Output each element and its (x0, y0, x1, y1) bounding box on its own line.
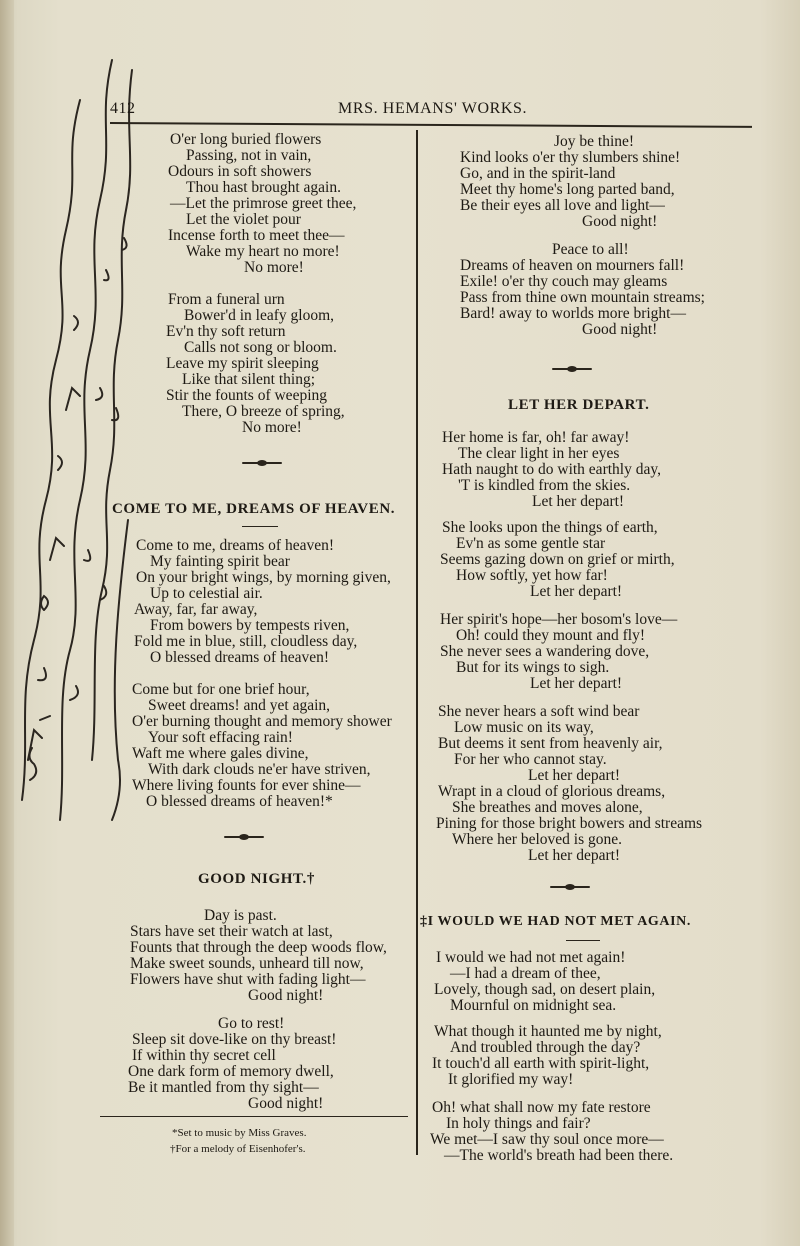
verse-line: 'T is kindled from the skies. (458, 477, 631, 494)
footnote-rule (100, 1116, 408, 1117)
verse-line: Be their eyes all love and light— (460, 197, 665, 214)
verse-line: Come to me, dreams of heaven! (136, 537, 334, 554)
verse-line: From bowers by tempests riven, (150, 617, 350, 634)
verse-line: Let the violet pour (186, 211, 301, 228)
verse-line: From a funeral urn (168, 291, 285, 308)
verse-line: Like that silent thing; (182, 371, 316, 388)
footnote: *Set to music by Miss Graves. (172, 1127, 307, 1139)
verse-line: Founts that through the deep woods flow, (130, 939, 387, 956)
verse-line: Go, and in the spirit-land (460, 165, 616, 182)
verse-line: Pining for those bright bowers and streams (436, 815, 703, 832)
verse-line: —Let the primrose greet thee, (170, 195, 357, 212)
verse-line: Go to rest! (218, 1015, 285, 1032)
verse-line: Bard! away to worlds more bright— (460, 305, 686, 322)
verse-line: Wake my heart no more! (186, 243, 340, 260)
verse-line: It touch'd all earth with spirit-light, (432, 1055, 650, 1072)
verse-line: Her home is far, oh! far away! (442, 429, 630, 446)
verse-line: Waft me where gales divine, (132, 745, 309, 762)
verse-line: Exile! o'er thy couch may gleams (460, 273, 668, 290)
verse-line: Wrapt in a cloud of glorious dreams, (438, 783, 666, 800)
verse-line: Let her depart! (532, 493, 625, 510)
verse-line: Bower'd in leafy gloom, (184, 307, 335, 324)
verse-line: —I had a dream of thee, (450, 965, 601, 982)
verse-line: No more! (244, 259, 304, 276)
verse-line: She never sees a wandering dove, (440, 643, 650, 660)
verse-line: Ev'n thy soft return (166, 323, 286, 340)
verse-line: How softly, yet how far! (456, 567, 608, 584)
section-ornament (242, 460, 282, 466)
verse-line: Good night! (248, 1095, 324, 1112)
verse-line: In holy things and fair? (446, 1115, 591, 1132)
verse-line: Lovely, though sad, on desert plain, (434, 981, 656, 998)
verse-line: Up to celestial air. (150, 585, 263, 602)
verse-line: What though it haunted me by night, (434, 1023, 662, 1040)
verse-line: Peace to all! (552, 241, 629, 258)
verse-line: Kind looks o'er thy slumbers shine! (460, 149, 681, 166)
poem-title: GOOD NIGHT.† (198, 871, 315, 887)
verse-line: My fainting spirit bear (150, 553, 290, 570)
verse-line: Make sweet sounds, unheard till now, (130, 955, 364, 972)
verse-line: Joy be thine! (554, 133, 635, 150)
section-ornament (552, 366, 592, 372)
column-divider (416, 130, 418, 1155)
running-header (110, 96, 750, 124)
verse-line: Day is past. (204, 907, 277, 924)
verse-line: Good night! (582, 321, 658, 338)
verse-line: There, O breeze of spring, (182, 403, 345, 420)
verse-line: Oh! what shall now my fate restore (432, 1099, 651, 1116)
page-number: 412 (110, 100, 136, 117)
section-ornament (224, 834, 264, 840)
verse-line: Meet thy home's long parted band, (460, 181, 675, 198)
verse-line: —The world's breath had been there. (444, 1147, 674, 1164)
verse-line: Stir the founts of weeping (166, 387, 328, 404)
title-rule (242, 526, 278, 527)
verse-line: Come but for one brief hour, (132, 681, 310, 698)
verse-line: For her who cannot stay. (454, 751, 607, 768)
verse-line: Leave my spirit sleeping (166, 355, 319, 372)
verse-line: O'er long buried flowers (170, 131, 322, 148)
verse-line: With dark clouds ne'er have striven, (148, 761, 371, 778)
verse-line: Let her depart! (528, 767, 621, 784)
verse-line: Dreams of heaven on mourners fall! (460, 257, 685, 274)
verse-line: She breathes and moves alone, (452, 799, 643, 816)
verse-line: Good night! (582, 213, 658, 230)
verse-line: The clear light in her eyes (458, 445, 620, 462)
footnote: †For a melody of Eisenhofer's. (170, 1143, 306, 1155)
verse-line: Calls not song or bloom. (184, 339, 337, 356)
verse-line: Sweet dreams! and yet again, (148, 697, 331, 714)
verse-line: If within thy secret cell (132, 1047, 276, 1064)
verse-line: Oh! could they mount and fly! (456, 627, 645, 644)
handwritten-marginalia (0, 0, 140, 860)
verse-line: Let her depart! (530, 675, 623, 692)
verse-line: On your bright wings, by morning given, (136, 569, 391, 586)
verse-line: Incense forth to meet thee— (168, 227, 345, 244)
verse-line: Low music on its way, (454, 719, 594, 736)
verse-line: Let her depart! (530, 583, 623, 600)
verse-line: She never hears a soft wind bear (438, 703, 640, 720)
poem-title: COME TO ME, DREAMS OF HEAVEN. (112, 501, 396, 517)
verse-line: But for its wings to sigh. (456, 659, 610, 676)
verse-line: And troubled through the day? (450, 1039, 641, 1056)
poem-title: LET HER DEPART. (508, 397, 650, 413)
verse-line: Pass from thine own mountain streams; (460, 289, 705, 306)
verse-line: It glorified my way! (448, 1071, 574, 1088)
verse-line: Hath naught to do with earthly day, (442, 461, 661, 478)
poem-title: ‡I WOULD WE HAD NOT MET AGAIN. (420, 914, 691, 929)
verse-line: Your soft effacing rain! (148, 729, 293, 746)
verse-line: Let her depart! (528, 847, 621, 864)
verse-line: Fold me in blue, still, cloudless day, (134, 633, 358, 650)
verse-line: Seems gazing down on grief or mirth, (440, 551, 675, 568)
verse-line: O blessed dreams of heaven! (150, 649, 330, 666)
verse-line: Flowers have shut with fading light— (130, 971, 366, 988)
verse-line: Passing, not in vain, (186, 147, 312, 164)
verse-line: Odours in soft showers (168, 163, 312, 180)
verse-line: Away, far, far away, (134, 601, 258, 618)
verse-line: Ev'n as some gentle star (456, 535, 606, 552)
verse-line: O blessed dreams of heaven!* (146, 793, 333, 810)
verse-line: Where her beloved is gone. (452, 831, 623, 848)
verse-line: No more! (242, 419, 302, 436)
section-ornament (550, 884, 590, 890)
verse-line: We met—I saw thy soul once more— (430, 1131, 664, 1148)
verse-line: One dark form of memory dwell, (128, 1063, 334, 1080)
running-title: MRS. HEMANS' WORKS. (338, 100, 528, 117)
verse-line: Mournful on midnight sea. (450, 997, 617, 1014)
verse-line: O'er burning thought and memory shower (132, 713, 392, 730)
verse-line: Be it mantled from thy sight— (128, 1079, 319, 1096)
title-rule (566, 940, 600, 941)
verse-line: Stars have set their watch at last, (130, 923, 333, 940)
verse-line: But deems it sent from heavenly air, (438, 735, 663, 752)
verse-line: I would we had not met again! (436, 949, 626, 966)
verse-line: Where living founts for ever shine— (132, 777, 361, 794)
verse-line: Her spirit's hope—her bosom's love— (440, 611, 678, 628)
verse-line: Thou hast brought again. (186, 179, 341, 196)
verse-line: Sleep sit dove-like on thy breast! (132, 1031, 337, 1048)
verse-line: Good night! (248, 987, 324, 1004)
verse-line: She looks upon the things of earth, (442, 519, 658, 536)
